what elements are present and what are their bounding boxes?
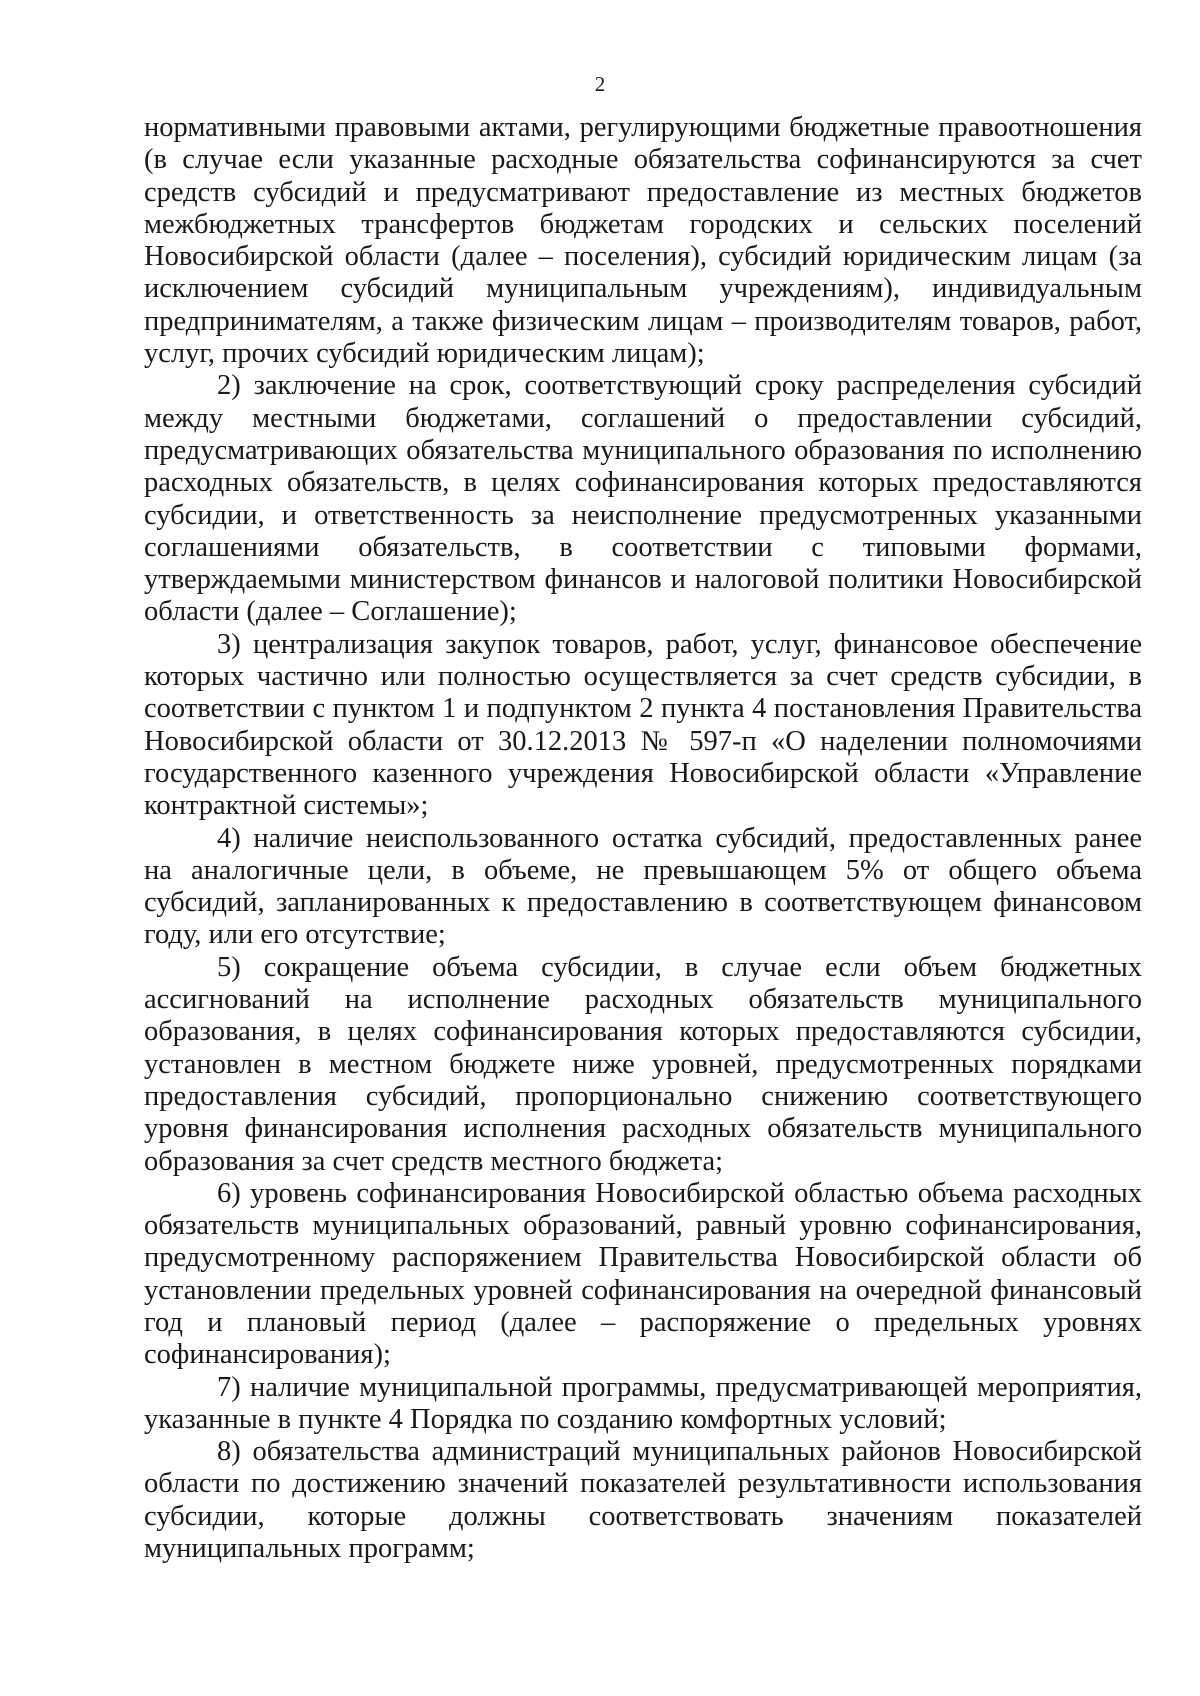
paragraph-item-7: 7) наличие муниципальной программы, предусматривающей мероприятия, указанные в пункте 4 Порядка по созданию комфортных условий; xyxy=(144,1371,1142,1435)
paragraph-continuation: нормативными правовыми актами, регулирующими бюджетные правоотношения (в случае если указанные расходные обязательства софинансируются за счет средств субсидий и предусматривают предоставление из местных бюджетов межбюджетных трансфертов бюджетам городских и сельских поселений Новосибирской области (далее – поселения), субсидий юридическим лицам (за исключением субсидий муниципальным учреждениям), индивидуальным предпринимателям, а также физическим лицам – производителям товаров, работ, услуг, прочих субсидий юридическим лицам); xyxy=(144,112,1142,370)
page-number: 2 xyxy=(594,72,606,96)
document-body xyxy=(144,112,1142,1565)
paragraph-item-5: 5) сокращение объема субсидии, в случае если объем бюджетных ассигнований на исполнение расходных обязательств муниципального образования, в целях софинансирования которых предоставляются субсидии, установлен в местном бюджете ниже уровней, предусмотренных порядками предоставления субсидий, пропорционально снижению соответствующего уровня финансирования исполнения расходных обязательств муниципального образования за счет средств местного бюджета; xyxy=(144,951,1142,1177)
paragraph-item-8: 8) обязательства администраций муниципальных районов Новосибирской области по достижению значений показателей результативности использования субсидии, которые должны соответствовать значениям показателей муниципальных программ; xyxy=(144,1436,1142,1565)
paragraph-item-4: 4) наличие неиспользованного остатка субсидий, предоставленных ранее на аналогичные цели, в объеме, не превышающем 5% от общего объема субсидий, запланированных к предоставлению в соответствующем финансовом году, или его отсутствие; xyxy=(144,822,1142,951)
paragraph-item-6: 6) уровень софинансирования Новосибирской областью объема расходных обязательств муниципальных образований, равный уровню софинансирования, предусмотренному распоряжением Правительства Новосибирской области об установлении предельных уровней софинансирования на очередной финансовый год и плановый период (далее – распоряжение о предельных уровнях софинансирования); xyxy=(144,1177,1142,1371)
paragraph-item-3: 3) централизация закупок товаров, работ, услуг, финансовое обеспечение которых частично или полностью осуществляется за счет средств субсидии, в соответствии с пунктом 1 и подпунктом 2 пункта 4 постановления Правительства Новосибирской области от 30.12.2013 № 597-п «О наделении полномочиями государственного казенного учреждения Новосибирской области «Управление контрактной системы»; xyxy=(144,628,1142,822)
paragraph-item-2: 2) заключение на срок, соответствующий сроку распределения субсидий между местными бюджетами, соглашений о предоставлении субсидий, предусматривающих обязательства муниципального образования по исполнению расходных обязательств, в целях софинансирования которых предоставляются субсидии, и ответственность за неисполнение предусмотренных указанными соглашениями обязательств, в соответствии с типовыми формами, утверждаемыми министерством финансов и налоговой политики Новосибирской области (далее – Соглашение); xyxy=(144,370,1142,628)
